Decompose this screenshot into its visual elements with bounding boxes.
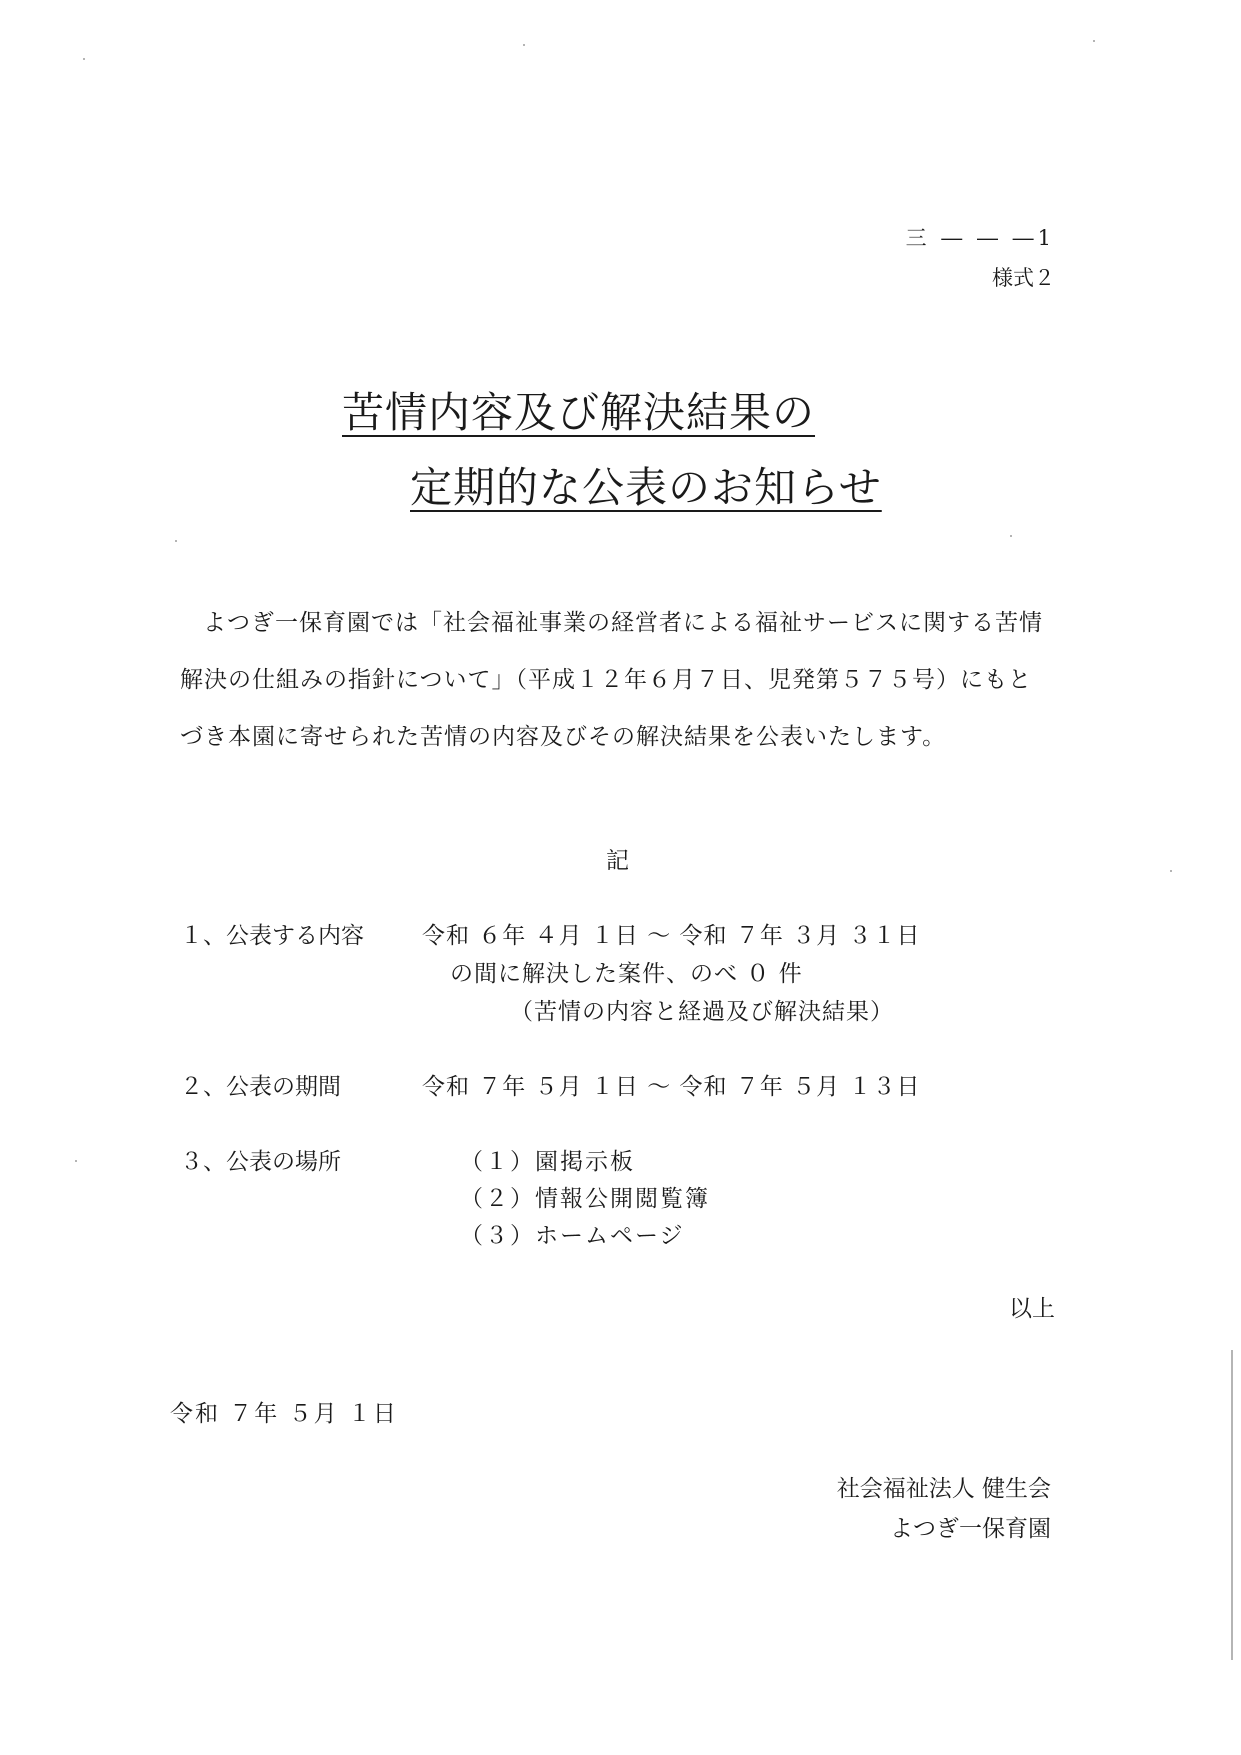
facility-name: よつぎ一保育園 <box>890 1516 1051 1542</box>
scan-speck <box>175 540 177 542</box>
intro-paragraph: よつぎ一保育園では「社会福祉事業の経営者による福祉サービスに関する苦情解決の仕組みの指針について」（平成１２年６月７日、児発第５７５号）にもとづき本園に寄せられた苦情の内容及びその解決結果を公表いたします。 <box>180 610 1043 750</box>
organization-name: 社会福祉法人 健生会 <box>836 1476 1051 1502</box>
form-label: 様式２ <box>992 266 1055 290</box>
item1-period-range: 令和 ６年 ４月 １日 ～ 令和 ７年 ３月 ３１日 <box>422 923 921 949</box>
item1-description: の間に解決した案件、のべ ０ 件 <box>450 961 803 987</box>
item1-label: １、公表する内容 <box>180 923 364 949</box>
scan-speck <box>523 44 525 46</box>
scan-speck <box>83 58 85 60</box>
document-title-line-1: 苦情内容及び解決結果の <box>342 388 816 437</box>
item2-label: ２、公表の期間 <box>180 1074 341 1100</box>
scan-speck <box>75 1160 77 1162</box>
item2-period-range: 令和 ７年 ５月 １日 ～ 令和 ７年 ５月 １３日 <box>422 1074 921 1100</box>
scan-speck <box>1093 40 1095 42</box>
scan-speck <box>1170 870 1172 872</box>
place-item: （１）園掲示板 <box>460 1149 635 1175</box>
place-item: （２）情報公開閲覧簿 <box>460 1186 710 1212</box>
issue-date: 令和 ７年 ５月 １日 <box>170 1401 398 1427</box>
item3-label: ３、公表の場所 <box>180 1149 341 1175</box>
scan-edge-line <box>1231 1350 1233 1660</box>
ki-heading: 記 <box>606 848 629 874</box>
document-title-line-2: 定期的な公表のお知らせ <box>410 463 882 512</box>
form-code: 三 ― ― ―1 <box>905 226 1055 250</box>
item1-note: （苦情の内容と経過及び解決結果） <box>510 999 894 1025</box>
scan-speck <box>1010 535 1012 537</box>
closing-mark: 以上 <box>1009 1296 1055 1322</box>
place-item: （３）ホームページ <box>460 1223 685 1249</box>
